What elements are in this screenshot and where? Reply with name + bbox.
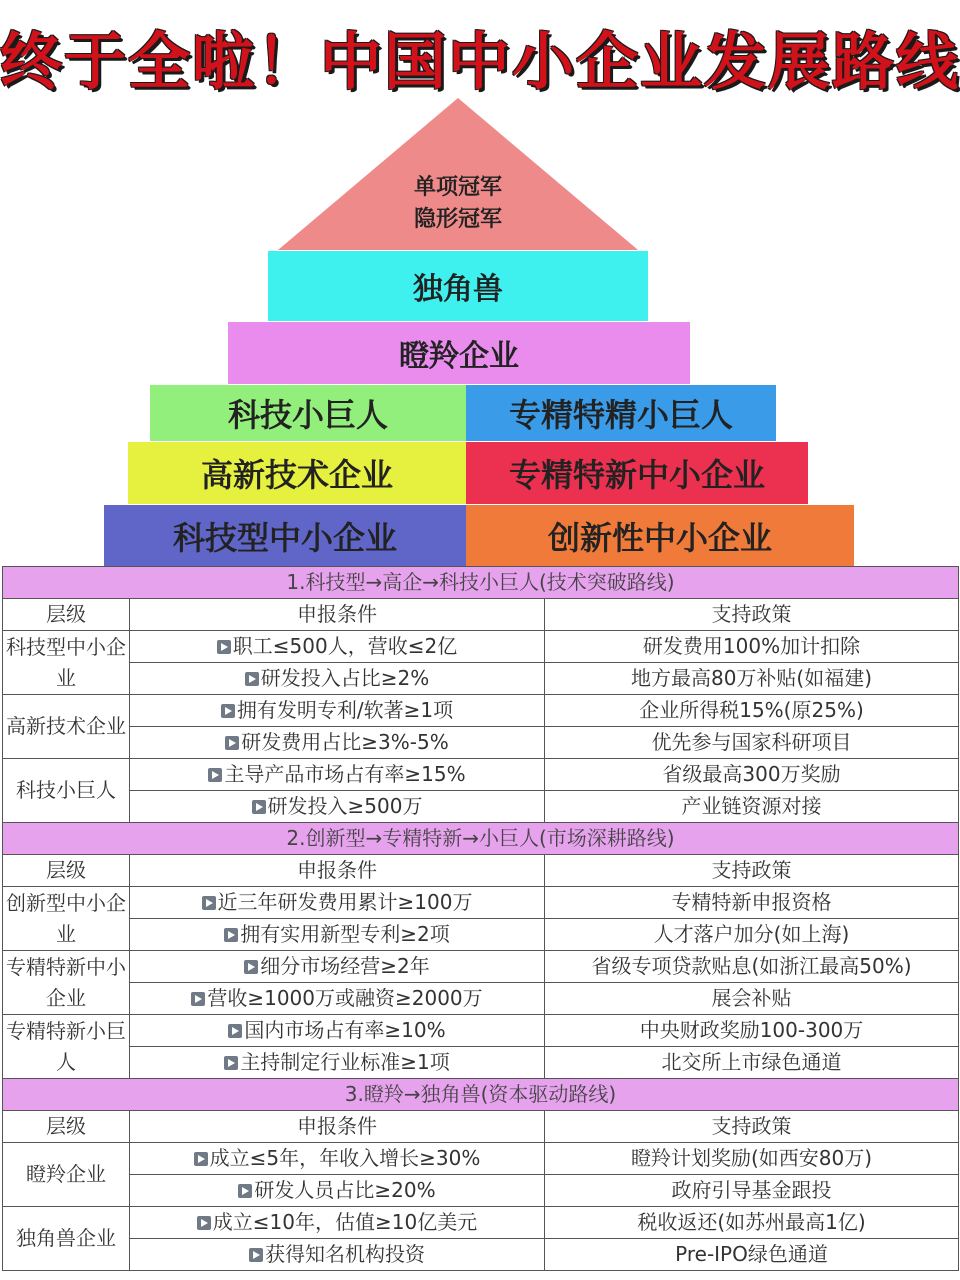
pyramid-innovative-sme-label: 创新性中小企业 — [547, 519, 772, 557]
play-icon — [228, 1024, 242, 1038]
pyramid-unicorn-label: 独角兽 — [413, 272, 503, 307]
condition-cell — [130, 887, 545, 919]
condition-text: 主导产品市场占有率≥15% — [224, 762, 466, 786]
table-row — [3, 791, 959, 823]
condition-cell — [130, 663, 545, 695]
play-icon — [191, 992, 205, 1006]
table-row — [3, 887, 959, 919]
policy-cell: 中央财政奖励100-300万 — [545, 1015, 959, 1047]
condition-cell — [130, 1207, 545, 1239]
policy-cell: 展会补贴 — [545, 983, 959, 1015]
condition-text: 国内市场占有率≥10% — [244, 1018, 446, 1042]
play-icon — [217, 640, 231, 654]
policy-cell: 瞪羚计划奖励(如西安80万) — [545, 1143, 959, 1175]
condition-text: 研发人员占比≥20% — [254, 1178, 436, 1202]
section-header-row — [3, 567, 959, 599]
condition-text: 成立≤5年，年收入增长≥30% — [209, 1146, 481, 1170]
pyramid-gazelle-label: 瞪羚企业 — [399, 339, 519, 374]
level-cell: 专精特新中小企业 — [3, 951, 130, 1015]
play-icon — [197, 1216, 211, 1230]
table-row — [3, 951, 959, 983]
pyramid-tech-giant-label: 科技小巨人 — [227, 396, 388, 434]
policy-cell: 优先参与国家科研项目 — [545, 727, 959, 759]
condition-cell — [130, 695, 545, 727]
condition-text: 细分市场经营≥2年 — [260, 954, 430, 978]
condition-text: 拥有发明专利/软著≥1项 — [236, 698, 454, 722]
section-header-row — [3, 823, 959, 855]
condition-cell — [130, 727, 545, 759]
pyramid-tech-sme-label: 科技型中小企业 — [172, 519, 397, 557]
table-row — [3, 1175, 959, 1207]
pyramid-top-line1: 单项冠军 — [413, 175, 502, 200]
condition-text: 营收≥1000万或融资≥2000万 — [207, 986, 483, 1010]
play-icon — [225, 736, 239, 750]
play-icon — [194, 1152, 208, 1166]
condition-cell — [130, 759, 545, 791]
condition-text: 研发投入≥500万 — [267, 794, 423, 818]
policy-cell: 企业所得税15%(原25%) — [545, 695, 959, 727]
play-icon — [202, 896, 216, 910]
pyramid-unicorn — [268, 251, 648, 321]
condition-text: 拥有实用新型专利≥2项 — [240, 922, 450, 946]
table-row — [3, 1143, 959, 1175]
level-cell: 科技型中小企业 — [3, 631, 130, 695]
table-row — [3, 1207, 959, 1239]
policy-cell: 人才落户加分(如上海) — [545, 919, 959, 951]
policy-cell: 省级专项贷款贴息(如浙江最高50%) — [545, 951, 959, 983]
play-icon — [221, 704, 235, 718]
play-icon — [244, 960, 258, 974]
table-row — [3, 631, 959, 663]
pyramid-tech-sme — [104, 505, 466, 567]
table-row — [3, 759, 959, 791]
pyramid-specialized-sme-label: 专精特新中小企业 — [508, 456, 765, 494]
condition-cell — [130, 1047, 545, 1079]
col-header-condition: 申报条件 — [130, 1111, 545, 1143]
policy-cell: 北交所上市绿色通道 — [545, 1047, 959, 1079]
play-icon — [252, 800, 266, 814]
table-row — [3, 919, 959, 951]
pyramid-specialized-giant-label: 专精特精小巨人 — [508, 396, 733, 434]
policy-cell: 产业链资源对接 — [545, 791, 959, 823]
condition-text: 研发费用占比≥3%-5% — [241, 730, 449, 754]
play-icon — [249, 1248, 263, 1262]
route-table — [2, 566, 959, 1271]
col-header-policy: 支持政策 — [545, 599, 959, 631]
condition-cell — [130, 1015, 545, 1047]
table-row — [3, 983, 959, 1015]
col-header-level: 层级 — [3, 855, 130, 887]
condition-cell — [130, 1175, 545, 1207]
col-header-policy: 支持政策 — [545, 855, 959, 887]
policy-cell: 省级最高300万奖励 — [545, 759, 959, 791]
policy-cell: 研发费用100%加计扣除 — [545, 631, 959, 663]
table-row — [3, 1047, 959, 1079]
column-header-row — [3, 855, 959, 887]
play-icon — [238, 1184, 252, 1198]
pyramid-top-label — [278, 172, 638, 236]
play-icon — [208, 768, 222, 782]
section-2-header: 2.创新型→专精特新→小巨人(市场深耕路线) — [3, 823, 959, 855]
condition-text: 获得知名机构投资 — [265, 1242, 425, 1266]
table-row — [3, 727, 959, 759]
section-header-row — [3, 1079, 959, 1111]
pyramid-innovative-sme — [466, 505, 854, 567]
condition-cell — [130, 951, 545, 983]
pyramid-specialized-sme — [466, 442, 808, 504]
table-row — [3, 1015, 959, 1047]
column-header-row — [3, 1111, 959, 1143]
level-cell: 专精特新小巨人 — [3, 1015, 130, 1079]
play-icon — [245, 672, 259, 686]
level-cell: 高新技术企业 — [3, 695, 130, 759]
table-row — [3, 663, 959, 695]
condition-cell — [130, 1239, 545, 1271]
policy-cell: Pre-IPO绿色通道 — [545, 1239, 959, 1271]
column-header-row — [3, 599, 959, 631]
condition-text: 职工≤500人，营收≤2亿 — [232, 634, 458, 658]
condition-cell — [130, 631, 545, 663]
pyramid-gazelle — [228, 322, 690, 384]
level-cell: 创新型中小企业 — [3, 887, 130, 951]
section-1-header: 1.科技型→高企→科技小巨人(技术突破路线) — [3, 567, 959, 599]
pyramid-specialized-giant — [466, 385, 776, 441]
pyramid-top-line2: 隐形冠军 — [413, 207, 502, 232]
level-cell: 瞪羚企业 — [3, 1143, 130, 1207]
page-title: 终于全啦！中国中小企业发展路线 — [0, 25, 960, 98]
level-cell: 独角兽企业 — [3, 1207, 130, 1271]
col-header-policy: 支持政策 — [545, 1111, 959, 1143]
pyramid-high-tech — [128, 442, 466, 504]
policy-cell: 政府引导基金跟投 — [545, 1175, 959, 1207]
condition-cell — [130, 983, 545, 1015]
level-cell: 科技小巨人 — [3, 759, 130, 823]
col-header-condition: 申报条件 — [130, 855, 545, 887]
section-3-header: 3.瞪羚→独角兽(资本驱动路线) — [3, 1079, 959, 1111]
condition-text: 成立≤10年，估值≥10亿美元 — [212, 1210, 478, 1234]
policy-cell: 地方最高80万补贴(如福建) — [545, 663, 959, 695]
condition-cell — [130, 1143, 545, 1175]
col-header-level: 层级 — [3, 599, 130, 631]
col-header-level: 层级 — [3, 1111, 130, 1143]
play-icon — [224, 1056, 238, 1070]
condition-text: 研发投入占比≥2% — [260, 666, 430, 690]
table-row — [3, 695, 959, 727]
condition-cell — [130, 791, 545, 823]
play-icon — [224, 928, 238, 942]
policy-cell: 专精特新申报资格 — [545, 887, 959, 919]
policy-cell: 税收返还(如苏州最高1亿) — [545, 1207, 959, 1239]
condition-cell — [130, 919, 545, 951]
condition-text: 主持制定行业标准≥1项 — [240, 1050, 450, 1074]
condition-text: 近三年研发费用累计≥100万 — [217, 890, 473, 914]
pyramid-tech-giant — [150, 385, 466, 441]
table-row — [3, 1239, 959, 1271]
pyramid-high-tech-label: 高新技术企业 — [200, 456, 393, 494]
col-header-condition: 申报条件 — [130, 599, 545, 631]
